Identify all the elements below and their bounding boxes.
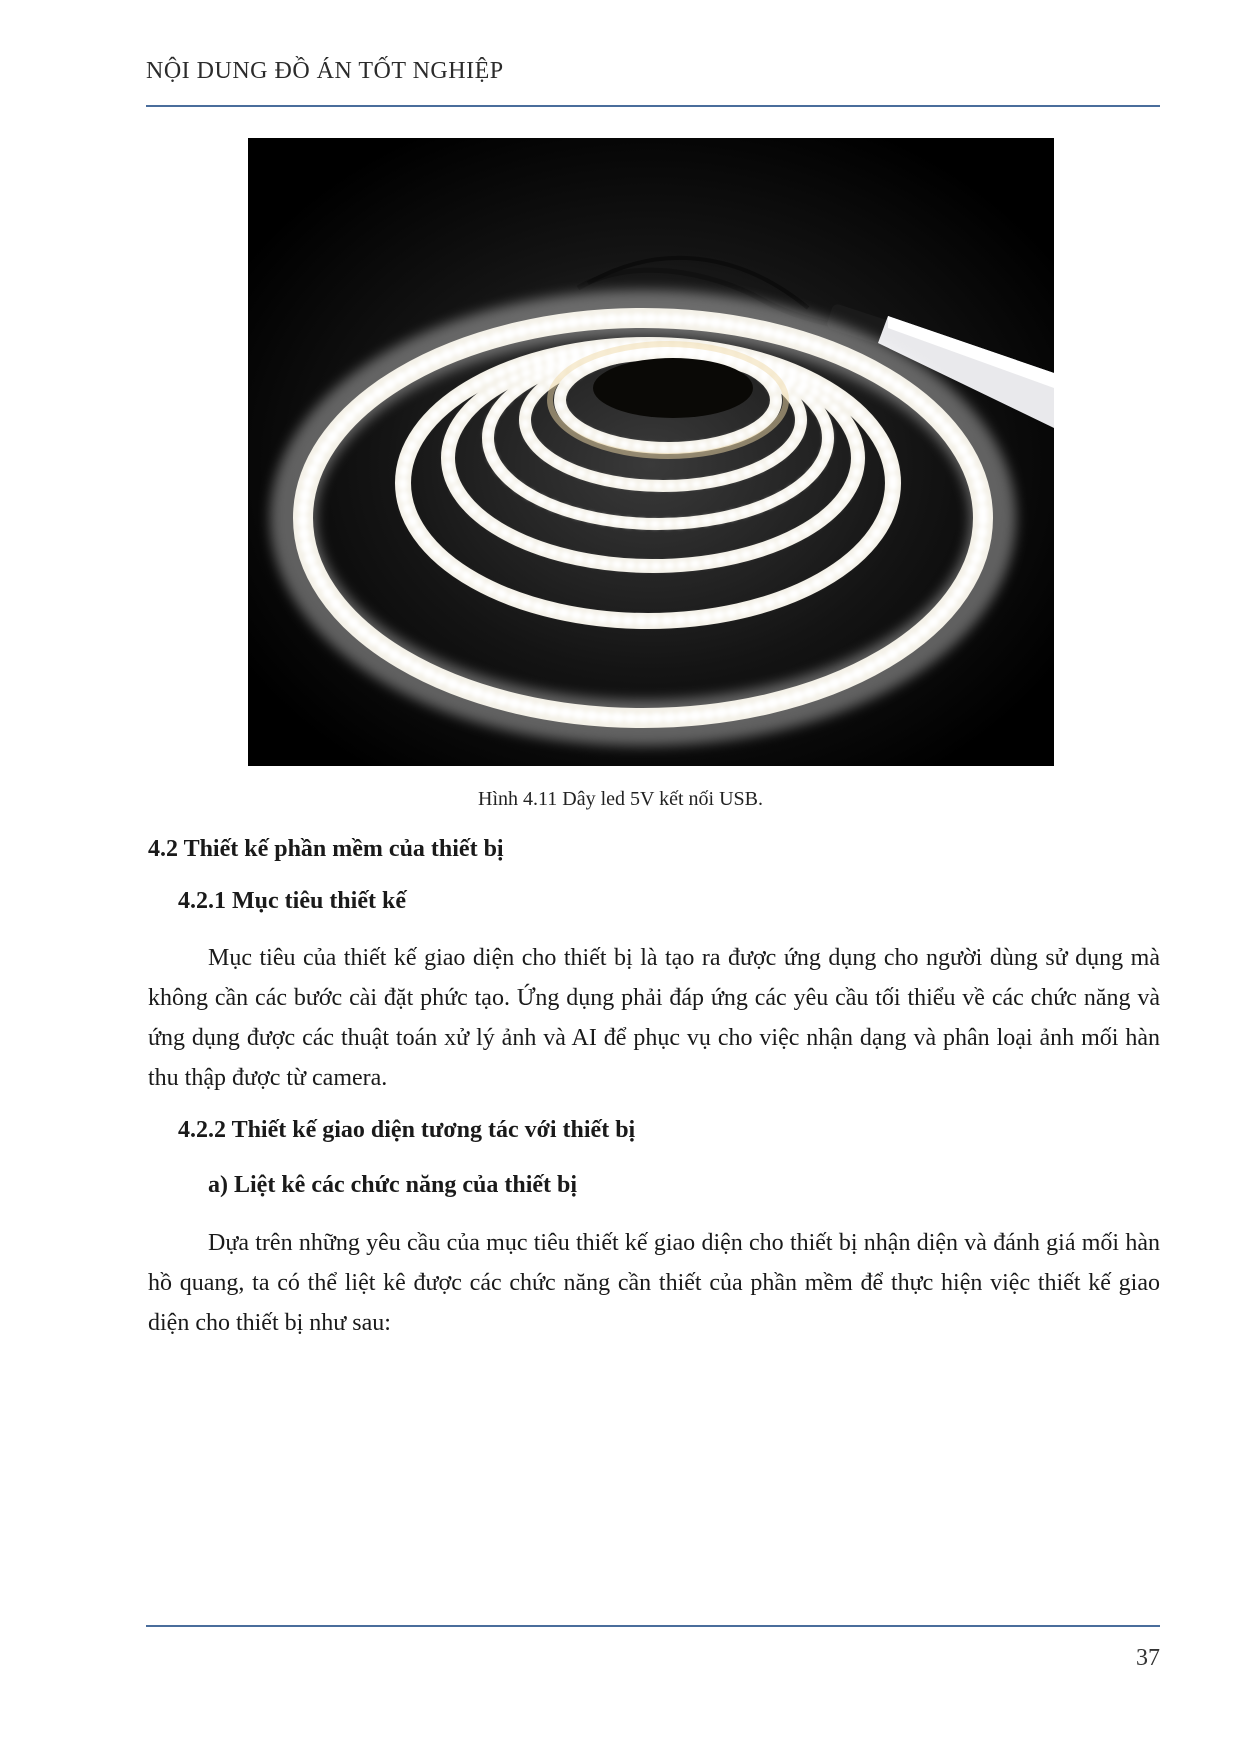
page-number: 37 bbox=[1136, 1645, 1160, 1671]
paragraph-design-goal: Mục tiêu của thiết kế giao diện cho thiết bị là tạo ra được ứng dụng cho người dùng sử dụng mà không cần các bước cài đặt phức tạo. Ứng dụng phải đáp ứng các yêu cầu tối thiểu về các chức năng và ứng dụng được các thuật toán xử lý ảnh và AI để phục vụ cho việc nhận dạng và phân loại ảnh mối hàn thu thập được từ camera. bbox=[148, 945, 1160, 1091]
figure-caption: Hình 4.11 Dây led 5V kết nối USB. bbox=[478, 788, 763, 810]
subsection-heading-design-goal: 4.2.1 Mục tiêu thiết kế bbox=[178, 888, 406, 914]
subsection-heading-interface-design: 4.2.2 Thiết kế giao diện tương tác với thiết bị bbox=[178, 1117, 636, 1143]
led-strip-photo bbox=[248, 138, 1054, 766]
item-heading-function-list: a) Liệt kê các chức năng của thiết bị bbox=[208, 1172, 578, 1198]
footer-divider bbox=[146, 1625, 1160, 1627]
running-header: NỘI DUNG ĐỒ ÁN TỐT NGHIỆP bbox=[146, 58, 504, 84]
paragraph-function-list: Dựa trên những yêu cầu của mục tiêu thiết kế giao diện cho thiết bị nhận diện và đánh giá mối hàn hồ quang, ta có thể liệt kê được các chức năng cần thiết của phần mềm để thực hiện việc thiết kế giao diện cho thiết bị như sau: bbox=[148, 1230, 1160, 1336]
section-heading: 4.2 Thiết kế phần mềm của thiết bị bbox=[148, 836, 504, 862]
header-divider bbox=[146, 105, 1160, 107]
